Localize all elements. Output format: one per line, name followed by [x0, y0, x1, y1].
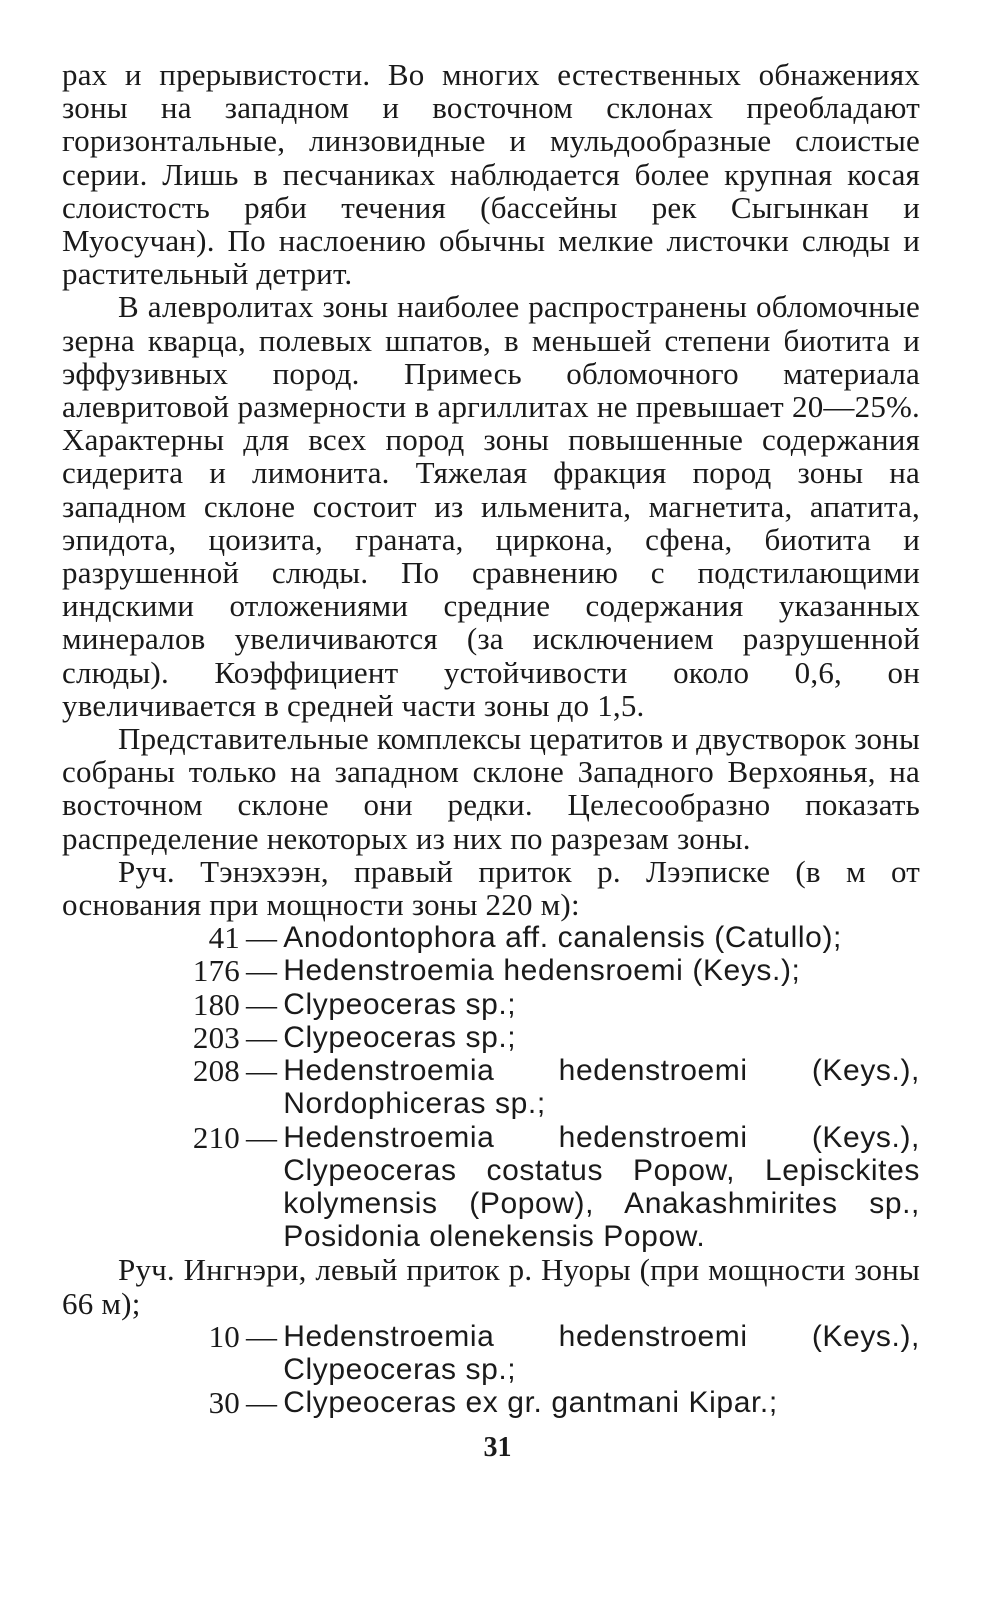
entry-dash: —: [246, 953, 278, 989]
entry-taxa: Hedenstroemia hedensroemi (Keys.);: [283, 954, 801, 988]
entry-taxa: Clypeoceras sp.;: [283, 1020, 517, 1054]
fossil-entry: [62, 1121, 920, 1254]
entry-depth: 203: [192, 1019, 240, 1055]
fossil-entry: [62, 1054, 920, 1120]
section-heading-tenekheen: Руч. Тэнэхээн, правый приток р. Лээписке (в м от основания при мощности зоны 220 м):: [62, 853, 920, 923]
entry-taxa: Hedenstroemia hedenstroemi (Keys.), Nordophiceras sp.;: [283, 1054, 920, 1121]
section-heading-ingneri: Руч. Ингнэри, левый приток р. Нуоры (при мощности зоны 66 м);: [62, 1252, 920, 1321]
paragraph-continuation: рах и прерывистости. Во многих естественных обнажениях зоны на западном и восточном склонах преобладают горизонтальные, линзовидные и мульдообразные слоистые серии. Лишь в песчаниках наблюдается более крупная косая слоистость ряби течения (бассейны рек Сыгынкан и Муосучан). По наслоению обычны мелкие листочки слюды и растительный детрит.: [62, 57, 920, 292]
entry-depth: 10: [208, 1318, 240, 1354]
entry-depth: 208: [192, 1053, 240, 1089]
paragraph-fauna: Представительные комплексы цератитов и двустворок зоны собраны только на западном склоне Западного Верхоянья, на восточном склоне они редки. Целесообразно показать распределение некоторых из них по разрезам зоны.: [62, 721, 920, 856]
entry-taxa: Clypeoceras ex gr. gantmani Kipar.;: [283, 1386, 778, 1420]
fossil-entry: [62, 921, 920, 954]
entry-dash: —: [246, 1019, 278, 1055]
entry-taxa: Clypeoceras sp.;: [283, 987, 517, 1021]
entry-depth: 30: [208, 1385, 240, 1421]
entry-depth: 210: [192, 1119, 240, 1155]
fossil-list-ingneri: [62, 1320, 920, 1420]
entry-dash: —: [246, 1053, 278, 1089]
entry-dash: —: [246, 920, 278, 956]
entry-taxa: Anodontophora aff. canalensis (Catullo);: [283, 921, 842, 955]
fossil-entry: [62, 1320, 920, 1386]
fossil-entry: [62, 1386, 920, 1419]
entry-taxa: Hedenstroemia hedenstroemi (Keys.), Clypeoceras sp.;: [283, 1319, 920, 1386]
entry-dash: —: [246, 986, 278, 1022]
entry-dash: —: [246, 1385, 278, 1421]
fossil-entry: [62, 954, 920, 987]
entry-depth: 180: [192, 986, 240, 1022]
fossil-entry: [62, 1021, 920, 1054]
page-body: [62, 58, 920, 1419]
entry-taxa: Hedenstroemia hedenstroemi (Keys.), Clypeoceras costatus Popow, Lepisckites kolymensis (Popow), Anakashmirites sp., Posidonia olenekensis Popow.: [283, 1120, 920, 1254]
entry-dash: —: [246, 1119, 278, 1155]
page-number: 31: [483, 1432, 512, 1463]
entry-depth: 176: [192, 953, 240, 989]
fossil-entry: [62, 988, 920, 1021]
fossil-list-tenekheen: [62, 921, 920, 1253]
entry-dash: —: [246, 1318, 278, 1354]
paragraph-siltstones: В алевролитах зоны наиболее распространены обломочные зерна кварца, полевых шпатов, в меньшей степени биотита и эффузивных пород. Примесь обломочного материала алевритовой размерности в аргиллитах не превышает 20—25%. Характерны для всех пород зоны повышенные содержания сидерита и лимонита. Тяжелая фракция пород зоны на западном склоне состоит из ильменита, магнетита, апатита, эпидота, цоизита, граната, циркона, сфена, биотита и разрушенной слюды. По сравнению с подстилающими индскими отложениями средние содержания указанных минералов увеличиваются (за исключением разрушенной слюды). Коэффициент устойчивости около 0,6, он увеличивается в средней части зоны до 1,5.: [62, 289, 920, 723]
entry-depth: 41: [208, 920, 240, 956]
